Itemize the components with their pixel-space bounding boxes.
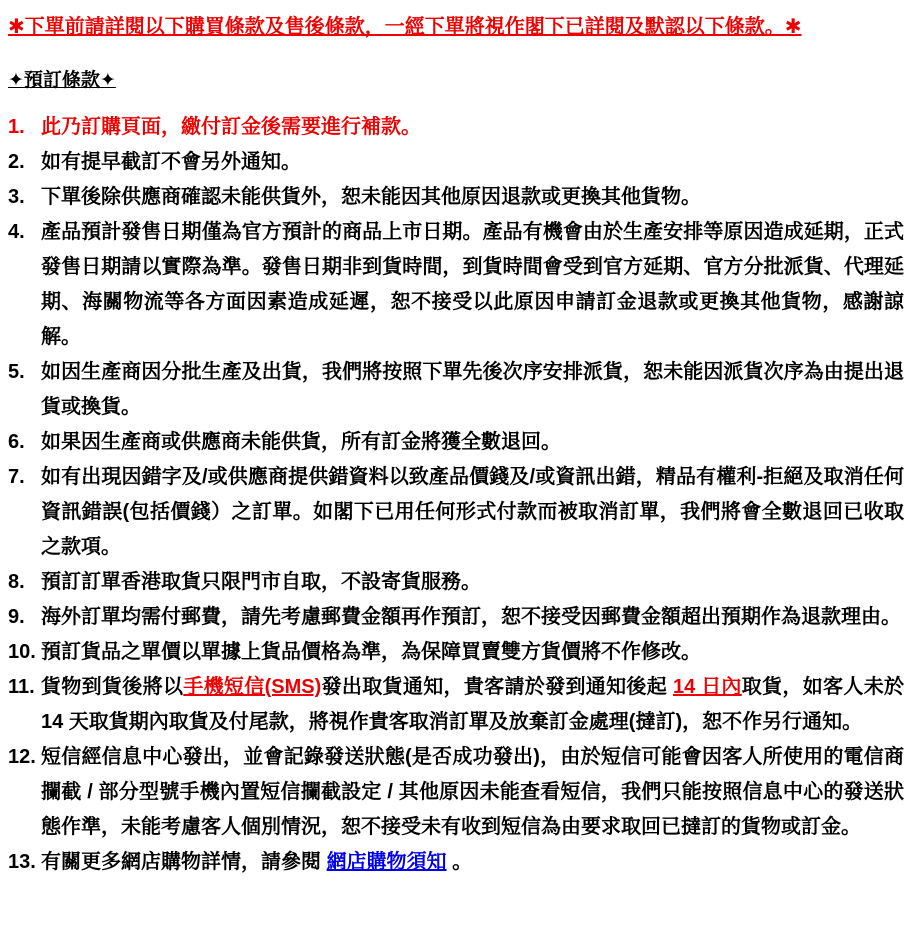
term-text bbox=[41, 740, 904, 845]
term-text bbox=[41, 110, 904, 145]
term-text bbox=[41, 215, 904, 355]
term-text bbox=[41, 670, 904, 740]
term-number: 5. bbox=[8, 361, 25, 383]
shop-guide-link[interactable]: 網店購物須知 bbox=[326, 851, 447, 873]
term-text bbox=[41, 355, 904, 425]
term-number: 13. bbox=[8, 851, 36, 873]
term-segment: 如有提早截訂不會另外通知。 bbox=[41, 151, 301, 173]
term-text bbox=[41, 600, 904, 635]
term-text bbox=[41, 565, 904, 600]
term-segment: 如果因生產商或供應商未能供貨，所有訂金將獲全數退回。 bbox=[41, 431, 561, 453]
term-segment: 產品預計發售日期僅為官方預計的商品上市日期。產品有機會由於生產安排等原因造成延期，正式發售日期請以實際為準。發售日期非到貨時間，到貨時間會受到官方延期、官方分批派貨、代理延期、海關物流等各方面因素造成延遲，恕不接受以此原因申請訂金退款或更換其他貨物，感謝諒解。 bbox=[41, 221, 904, 348]
term-segment: 貨物到貨後將以 bbox=[41, 676, 184, 698]
term-segment: 發出取貨通知，貴客請於發到通知後起 bbox=[321, 676, 673, 698]
term-text bbox=[41, 180, 904, 215]
section-title-preorder-terms: ✦預訂條款✦ bbox=[8, 70, 116, 91]
section-title-row bbox=[8, 65, 904, 92]
term-item-10 bbox=[8, 635, 904, 670]
term-item-7 bbox=[8, 460, 904, 565]
term-number: 4. bbox=[8, 221, 25, 243]
term-item-8 bbox=[8, 565, 904, 600]
term-text bbox=[41, 635, 904, 670]
term-text bbox=[41, 460, 904, 565]
term-item-4 bbox=[8, 215, 904, 355]
term-item-11 bbox=[8, 670, 904, 740]
term-segment: 有關更多網店購物詳情，請參閱 bbox=[41, 851, 327, 873]
term-number: 8. bbox=[8, 571, 25, 593]
term-number: 6. bbox=[8, 431, 25, 453]
term-number: 2. bbox=[8, 151, 25, 173]
term-segment: 預訂貨品之單價以單據上貨品價格為準，為保障買賣雙方貨價將不作修改。 bbox=[41, 641, 701, 663]
term-segment: 海外訂單均需付郵費，請先考慮郵費金額再作預訂，恕不接受因郵費金額超出預期作為退款理由。 bbox=[41, 606, 901, 628]
term-segment: 如因生產商因分批生產及出貨，我們將按照下單先後次序安排派貨，恕未能因派貨次序為由提出退貨或換貨。 bbox=[41, 361, 904, 418]
term-segment: 手機短信(SMS) bbox=[183, 676, 322, 698]
term-item-9 bbox=[8, 600, 904, 635]
term-number: 7. bbox=[8, 466, 25, 488]
term-text bbox=[41, 425, 904, 460]
term-item-5 bbox=[8, 355, 904, 425]
term-segment: 短信經信息中心發出，並會記錄發送狀態(是否成功發出)，由於短信可能會因客人所使用的電信商攔截 / 部分型號手機內置短信攔截設定 / 其他原因未能查看短信，我們只能按照信息中心的發送狀態作準，未能考慮客人個別情況，恕不接受未有收到短信為由要求取回已撻訂的貨物或訂金。 bbox=[41, 746, 904, 838]
term-item-3 bbox=[8, 180, 904, 215]
term-number: 3. bbox=[8, 186, 25, 208]
term-item-12 bbox=[8, 740, 904, 845]
term-text bbox=[41, 845, 904, 880]
term-number: 10. bbox=[8, 641, 36, 663]
term-number: 11. bbox=[8, 676, 35, 698]
term-segment: 預訂訂單香港取貨只限門市自取，不設寄貨服務。 bbox=[41, 571, 481, 593]
term-number: 1. bbox=[8, 116, 25, 138]
term-item-2 bbox=[8, 145, 904, 180]
term-item-6 bbox=[8, 425, 904, 460]
term-item-13 bbox=[8, 845, 904, 880]
term-segment: 14 日內 bbox=[672, 676, 742, 698]
purchase-notice: ✱下單前請詳閱以下購買條款及售後條款，一經下單將視作閣下已詳閱及默認以下條款。✱ bbox=[8, 16, 802, 38]
term-segment: 。 bbox=[446, 851, 473, 873]
term-item-1 bbox=[8, 110, 904, 145]
term-number: 9. bbox=[8, 606, 25, 628]
terms-list bbox=[8, 110, 904, 880]
term-segment: 如有出現因錯字及/或供應商提供錯資料以致產品價錢及/或資訊出錯，精品有權利-拒絕及取消任何資訊錯誤(包括價錢）之訂單。如閣下已用任何形式付款而被取消訂單，我們將會全數退回已收取之款項。 bbox=[41, 466, 904, 558]
term-text bbox=[41, 145, 904, 180]
term-segment: 下單後除供應商確認未能供貨外，恕未能因其他原因退款或更換其他貨物。 bbox=[41, 186, 701, 208]
term-segment: 此乃訂購頁面，繳付訂金後需要進行補款。 bbox=[41, 116, 421, 138]
term-number: 12. bbox=[8, 746, 36, 768]
term-segment: 取貨，如客人未於 14 天取貨期內取貨及付尾款，將視作貴客取消訂單及放棄訂金處理(撻訂)，恕不作另行通知。 bbox=[41, 676, 905, 733]
